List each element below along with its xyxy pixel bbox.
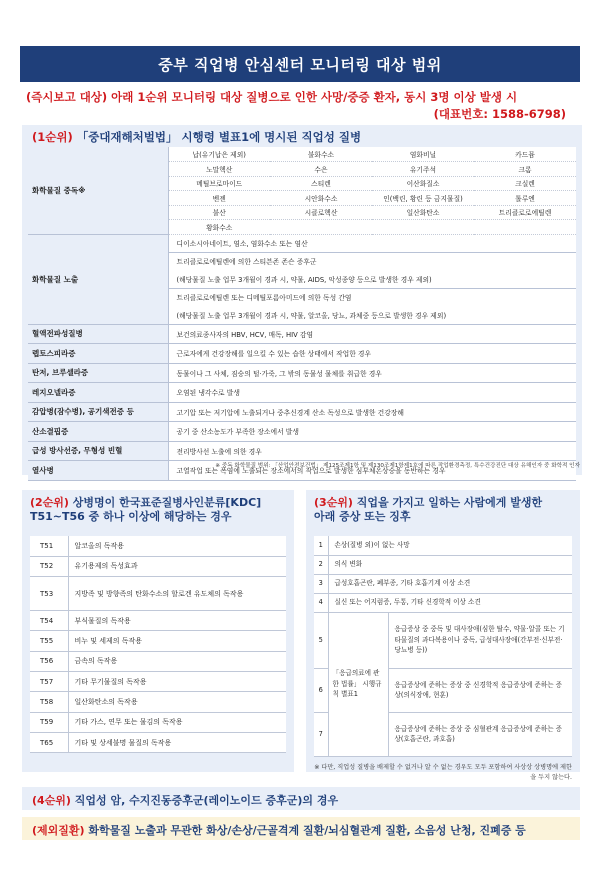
disease-category: 급성 방사선증, 무형성 빈혈 xyxy=(28,441,168,461)
symptom-row xyxy=(314,555,572,574)
criteria-text: 응급증상에 준하는 증상 중 심혈관계 응급증상에 준하는 증상(호흡곤란, 과호흡) xyxy=(388,712,572,756)
disease-row xyxy=(28,441,576,461)
chemical-cell: 카드뮴 xyxy=(474,147,576,162)
kdc-row xyxy=(30,577,286,611)
exposure-desc: 디이소시아네이트, 염소, 염화수소 또는 염산 xyxy=(168,234,576,252)
chemical-cell: 염화비닐 xyxy=(372,147,474,162)
section1-heading xyxy=(22,125,582,147)
chemical-cell: 톨루엔 xyxy=(474,191,576,206)
criteria-text: 응급증상 중 중독 및 대사장애(심한 탈수, 약물·알콜 또는 기타물질의 과다복용이나 중독, 급성대사장애(간부전·신부전·당뇨병 등)) xyxy=(388,612,572,668)
chemical-cell: 메틸브로마이드 xyxy=(168,176,270,191)
kdc-row xyxy=(30,671,286,691)
section4-bar xyxy=(22,787,580,810)
chemical-category: 화학물질 중독※ xyxy=(28,147,168,234)
kdc-text: 지방족 및 방향족의 탄화수소의 할로겐 유도체의 독작용 xyxy=(68,577,286,611)
chemical-cell: 불화수소 xyxy=(270,147,372,162)
section2-title-line1: 상병명이 한국표준질병사인분류[KDC] xyxy=(68,496,262,509)
kdc-text: 유기용제의 독성효과 xyxy=(68,556,286,576)
symptom-row xyxy=(314,593,572,612)
kdc-text: 기타 및 상세불명 물질의 독작용 xyxy=(68,732,286,752)
kdc-row xyxy=(30,732,286,752)
exclusion-text: 화학물질 노출과 무관한 화상/손상/근골격계 질환/뇌심혈관계 질환, 소음성 난청, 진폐증 등 xyxy=(84,824,526,837)
kdc-row xyxy=(30,556,286,576)
disease-category: 혈액전파성질병 xyxy=(28,324,168,344)
symptom-row xyxy=(314,574,572,593)
section3-panel xyxy=(306,490,580,781)
criteria-label: 「응급의료에 관한 법률」 시행규칙 별표1 xyxy=(328,612,388,756)
symptom-text: 손상(질병 외)이 없는 사망 xyxy=(328,536,572,555)
symptom-row xyxy=(314,536,572,555)
chemical-cell: 납(유기납은 제외) xyxy=(168,147,270,162)
immediate-report-notice: (즉시보고 대상) 아래 1순위 모니터링 대상 질병으로 인한 사망/중증 환자, 동시 3명 이상 발생 시 xyxy=(26,90,518,104)
symptom-number: 4 xyxy=(314,593,328,612)
chemical-cell: 일산화탄소 xyxy=(372,205,474,220)
kdc-row xyxy=(30,712,286,732)
section1-table xyxy=(28,147,576,481)
chemical-cell: 트리클로로에틸렌 xyxy=(474,205,576,220)
chemical-cell: 인(백린, 황린 등 금지물질) xyxy=(372,191,474,206)
kdc-row xyxy=(30,631,286,651)
chemical-cell: 벤젠 xyxy=(168,191,270,206)
section1-panel xyxy=(22,147,582,475)
section2-heading xyxy=(30,496,286,524)
disease-category: 레지오넬라증 xyxy=(28,383,168,403)
criteria-number: 7 xyxy=(314,712,328,756)
disease-desc: 고열작업 또는 폭염에 노출되는 장소에서의 작업으로 발생한 심부체온상승을 동반하는 경우 xyxy=(168,461,576,481)
section1-title: 「중대재해처벌법」 시행령 별표1에 명시된 직업성 질병 xyxy=(76,130,362,144)
criteria-text: 응급증상에 준하는 증상 중 신경학적 응급증상에 준하는 증상(의식장애, 현훈) xyxy=(388,668,572,712)
kdc-row xyxy=(30,651,286,671)
disease-category: 탄저, 브루셀라증 xyxy=(28,363,168,383)
disease-row xyxy=(28,383,576,403)
disease-desc: 고기압 또는 저기압에 노출되거나 중추신경계 산소 독성으로 발생한 건강장해 xyxy=(168,402,576,422)
kdc-code: T52 xyxy=(30,556,68,576)
criteria-row xyxy=(314,612,572,668)
disease-row xyxy=(28,363,576,383)
disease-category: 감압병(잠수병), 공기색전증 등 xyxy=(28,402,168,422)
section2-panel xyxy=(22,490,294,772)
criteria-number: 6 xyxy=(314,668,328,712)
exposure-category: 화학물질 노출 xyxy=(28,234,168,324)
section4-rank: (4순위) xyxy=(32,794,71,807)
kdc-code: T58 xyxy=(30,692,68,712)
section1-note: ※ 중독 화학물질 범위: 「산업안전보건법」 제125조제1항 및 제130조제1항제1호에 따른 작업환경측정, 특수건강진단 대상 유해인자 중 화학적 인자 xyxy=(215,463,580,469)
disease-desc: 오염된 냉각수로 발생 xyxy=(168,383,576,403)
kdc-row xyxy=(30,536,286,556)
chemical-row xyxy=(28,147,576,162)
chemical-cell: 불산 xyxy=(168,205,270,220)
phone-number: (대표번호: 1588-6798) xyxy=(433,107,566,121)
kdc-code: T65 xyxy=(30,732,68,752)
section3-title-line1: 직업을 가지고 일하는 사람에게 발생한 xyxy=(352,496,543,509)
section3-table xyxy=(314,536,572,757)
chemical-cell: 노말헥산 xyxy=(168,162,270,177)
chemical-cell: 스티렌 xyxy=(270,176,372,191)
exposure-row xyxy=(28,234,576,252)
exclusion-label: (제외질환) xyxy=(32,824,85,837)
kdc-text: 비누 및 세제의 독작용 xyxy=(68,631,286,651)
section3-title-line2: 아래 증상 또는 징후 xyxy=(314,510,411,523)
kdc-row xyxy=(30,611,286,631)
chemical-cell: 수은 xyxy=(270,162,372,177)
section2-title-line2: T51~T56 중 하나 이상에 해당하는 경우 xyxy=(30,510,232,523)
section1-rank: (1순위) xyxy=(32,130,73,144)
disease-row xyxy=(28,344,576,364)
section3-heading xyxy=(314,496,572,524)
disease-category: 열사병 xyxy=(28,461,168,481)
kdc-text: 기타 가스, 연무 또는 물김의 독작용 xyxy=(68,712,286,732)
exclusion-bar xyxy=(22,817,580,840)
exposure-desc: (해당물질 노출 업무 3개월이 경과 시, 약물, 알코올, 당뇨, 과체중 등으로 발생한 경우 제외) xyxy=(168,306,576,324)
symptom-text: 의식 변화 xyxy=(328,555,572,574)
chemical-cell: 이산화질소 xyxy=(372,176,474,191)
disease-desc: 전리방사선 노출에 의한 경우 xyxy=(168,441,576,461)
kdc-text: 알코올의 독작용 xyxy=(68,536,286,556)
exposure-desc: 트리클로로에틸렌에 의한 스티븐존 존슨 증후군 xyxy=(168,252,576,270)
disease-category: 산소결핍증 xyxy=(28,422,168,442)
kdc-row xyxy=(30,692,286,712)
disease-desc: 근로자에게 건강장해를 일으킬 수 있는 습한 상태에서 작업한 경우 xyxy=(168,344,576,364)
kdc-text: 금속의 독작용 xyxy=(68,651,286,671)
kdc-code: T53 xyxy=(30,577,68,611)
kdc-code: T59 xyxy=(30,712,68,732)
disease-category: 렙토스피라증 xyxy=(28,344,168,364)
symptom-number: 2 xyxy=(314,555,328,574)
page-title: 중부 직업병 안심센터 모니터링 대상 범위 xyxy=(20,46,580,82)
symptom-number: 3 xyxy=(314,574,328,593)
chemical-cell: 크실렌 xyxy=(474,176,576,191)
symptom-text: 급성호흡곤란, 폐부종, 기타 호흡기계 이상 소견 xyxy=(328,574,572,593)
disease-desc: 공기 중 산소농도가 부족한 장소에서 발생 xyxy=(168,422,576,442)
chemical-cell: 유기주석 xyxy=(372,162,474,177)
chemical-cell: 시클로헥산 xyxy=(270,205,372,220)
section2-rank: (2순위) xyxy=(30,496,69,509)
disease-row xyxy=(28,402,576,422)
section3-note: ※ 다만, 직업성 질병을 배제할 수 없거나 알 수 없는 경우도 모두 포함하여 사상상 상병명에 제한을 두지 않는다. xyxy=(314,763,572,781)
kdc-text: 기타 무기물질의 독작용 xyxy=(68,671,286,691)
kdc-text: 부식물질의 독작용 xyxy=(68,611,286,631)
criteria-number: 5 xyxy=(314,612,328,668)
chemical-cell: 황화수소 xyxy=(168,220,270,235)
kdc-text: 일산화탄소의 독작용 xyxy=(68,692,286,712)
chemical-cell: 시안화수소 xyxy=(270,191,372,206)
disease-row xyxy=(28,324,576,344)
kdc-code: T51 xyxy=(30,536,68,556)
disease-desc: 보건의료종사자의 HBV, HCV, 매독, HIV 감염 xyxy=(168,324,576,344)
chemical-cell: 크롬 xyxy=(474,162,576,177)
section3-rank: (3순위) xyxy=(314,496,353,509)
section2-table xyxy=(30,536,286,753)
kdc-code: T56 xyxy=(30,651,68,671)
symptom-text: 실신 또는 어지럼증, 두통, 기타 신경학적 이상 소견 xyxy=(328,593,572,612)
exposure-desc: 트리클로로에틸렌 또는 디메틸포름아미드에 의한 독성 간염 xyxy=(168,288,576,306)
kdc-code: T55 xyxy=(30,631,68,651)
symptom-number: 1 xyxy=(314,536,328,555)
kdc-code: T54 xyxy=(30,611,68,631)
section4-text: 직업성 암, 수지진동증후군(레이노이드 증후군)의 경우 xyxy=(70,794,339,807)
disease-row xyxy=(28,422,576,442)
chemical-cell xyxy=(372,220,474,235)
exposure-desc: (해당물질 노출 업무 3개월이 경과 시, 약물, AIDS, 악성종양 등으로 발생한 경우 제외) xyxy=(168,270,576,288)
kdc-code: T57 xyxy=(30,671,68,691)
chemical-cell xyxy=(474,220,576,235)
chemical-cell xyxy=(270,220,372,235)
disease-desc: 동물이나 그 사체, 짐승의 털·가죽, 그 밖의 동물성 물체를 취급한 경우 xyxy=(168,363,576,383)
